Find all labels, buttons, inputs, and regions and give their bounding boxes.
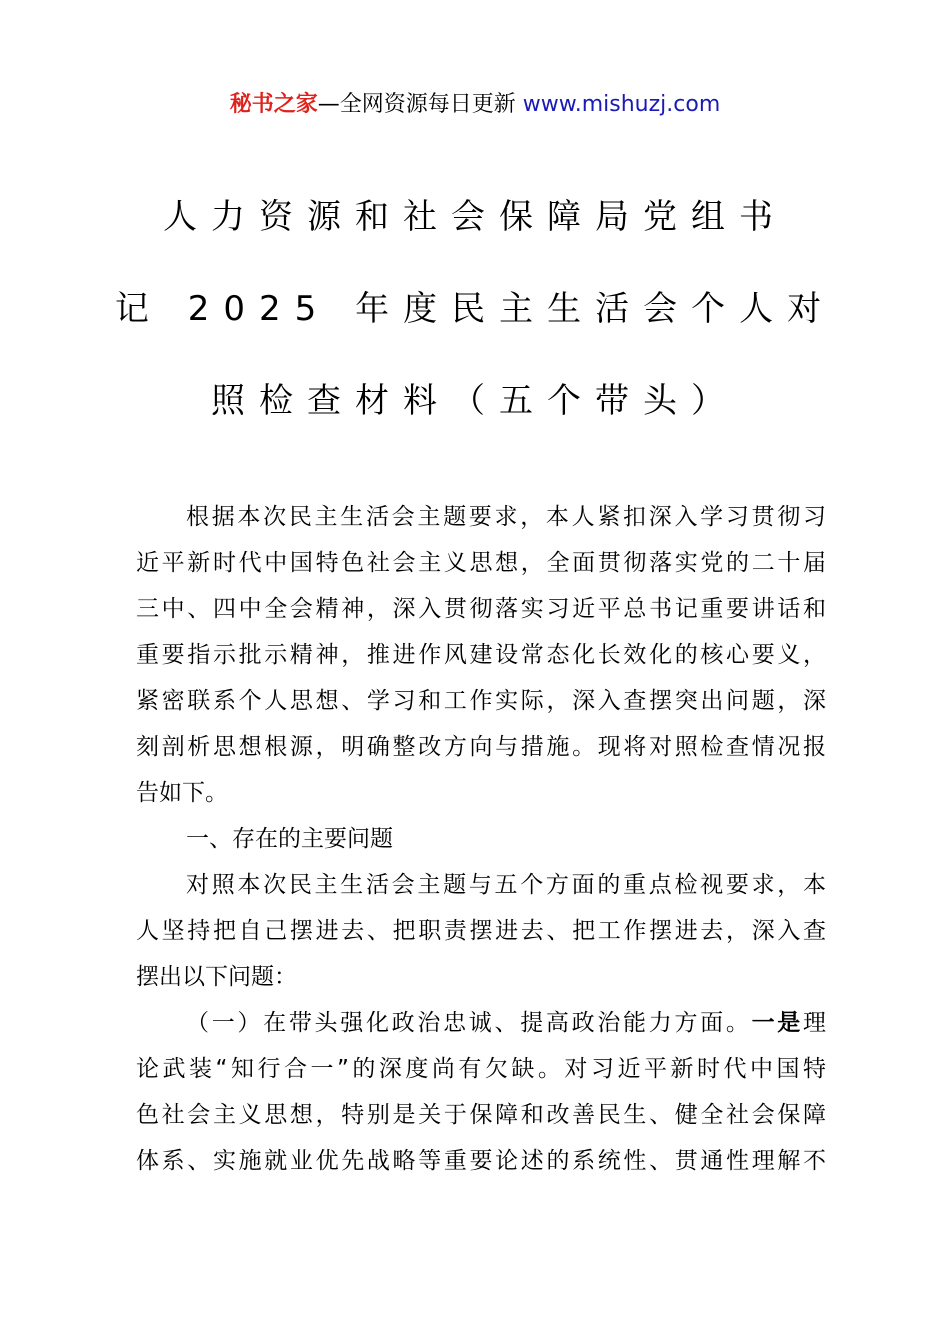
lead-tail-text: 理 <box>803 1010 827 1036</box>
site-header <box>0 88 950 122</box>
section-heading-text: 一、存在的主要问题 <box>186 826 393 852</box>
political-loyalty-paragraph <box>136 1000 826 1184</box>
paragraph-line: 三中、四中全会精神，深入贯彻落实习近平总书记重要讲话和 <box>136 596 826 622</box>
paragraph-line: 人坚持把自己摆进去、把职责摆进去、把工作摆进去，深入查 <box>136 918 826 944</box>
header-tagline: —全网资源每日更新 <box>317 92 523 117</box>
paragraph-line: 摆出以下问题： <box>136 964 297 990</box>
paragraph-line: 对照本次民主生活会主题与五个方面的重点检视要求，本 <box>186 872 826 898</box>
brand-name: 秘书之家 <box>229 92 318 117</box>
paragraph-line: 紧密联系个人思想、学习和工作实际，深入查摆突出问题，深 <box>136 688 826 714</box>
document-title-line-1: 人力资源和社会保障局党组书 <box>163 197 787 237</box>
problems-intro-paragraph <box>136 862 826 1000</box>
paragraph-line: 近平新时代中国特色社会主义思想，全面贯彻落实党的二十届 <box>136 550 826 576</box>
paragraph-lead-line <box>136 1000 826 1046</box>
site-url-link[interactable]: www.mishuzj.com <box>522 92 721 117</box>
section-heading <box>136 816 826 862</box>
paragraph-line: 色社会主义思想，特别是关于保障和改善民生、健全社会保障 <box>136 1102 826 1128</box>
paragraph-line: 体系、实施就业优先战略等重要论述的系统性、贯通性理解不 <box>136 1148 826 1174</box>
paragraph-line: 根据本次民主生活会主题要求，本人紧扣深入学习贯彻习 <box>186 504 826 530</box>
document-title-line-3: 照检查材料（五个带头） <box>211 381 739 421</box>
paragraph-line: 刻剖析思想根源，明确整改方向与措施。现将对照检查情况报 <box>136 734 826 760</box>
paragraph-line: 论武装“知行合一”的深度尚有欠缺。对习近平新时代中国特 <box>136 1056 826 1082</box>
paragraph-line: 告如下。 <box>136 780 228 806</box>
document-title-line-2: 记 2025 年度民主生活会个人对 <box>114 289 836 329</box>
first-point-marker: 一是 <box>751 1010 804 1036</box>
paragraph-line: 重要指示批示精神，推进作风建设常态化长效化的核心要义， <box>136 642 826 668</box>
subheading-text: （一）在带头强化政治忠诚、提高政治能力方面。 <box>186 1010 752 1036</box>
intro-paragraph <box>136 494 826 816</box>
